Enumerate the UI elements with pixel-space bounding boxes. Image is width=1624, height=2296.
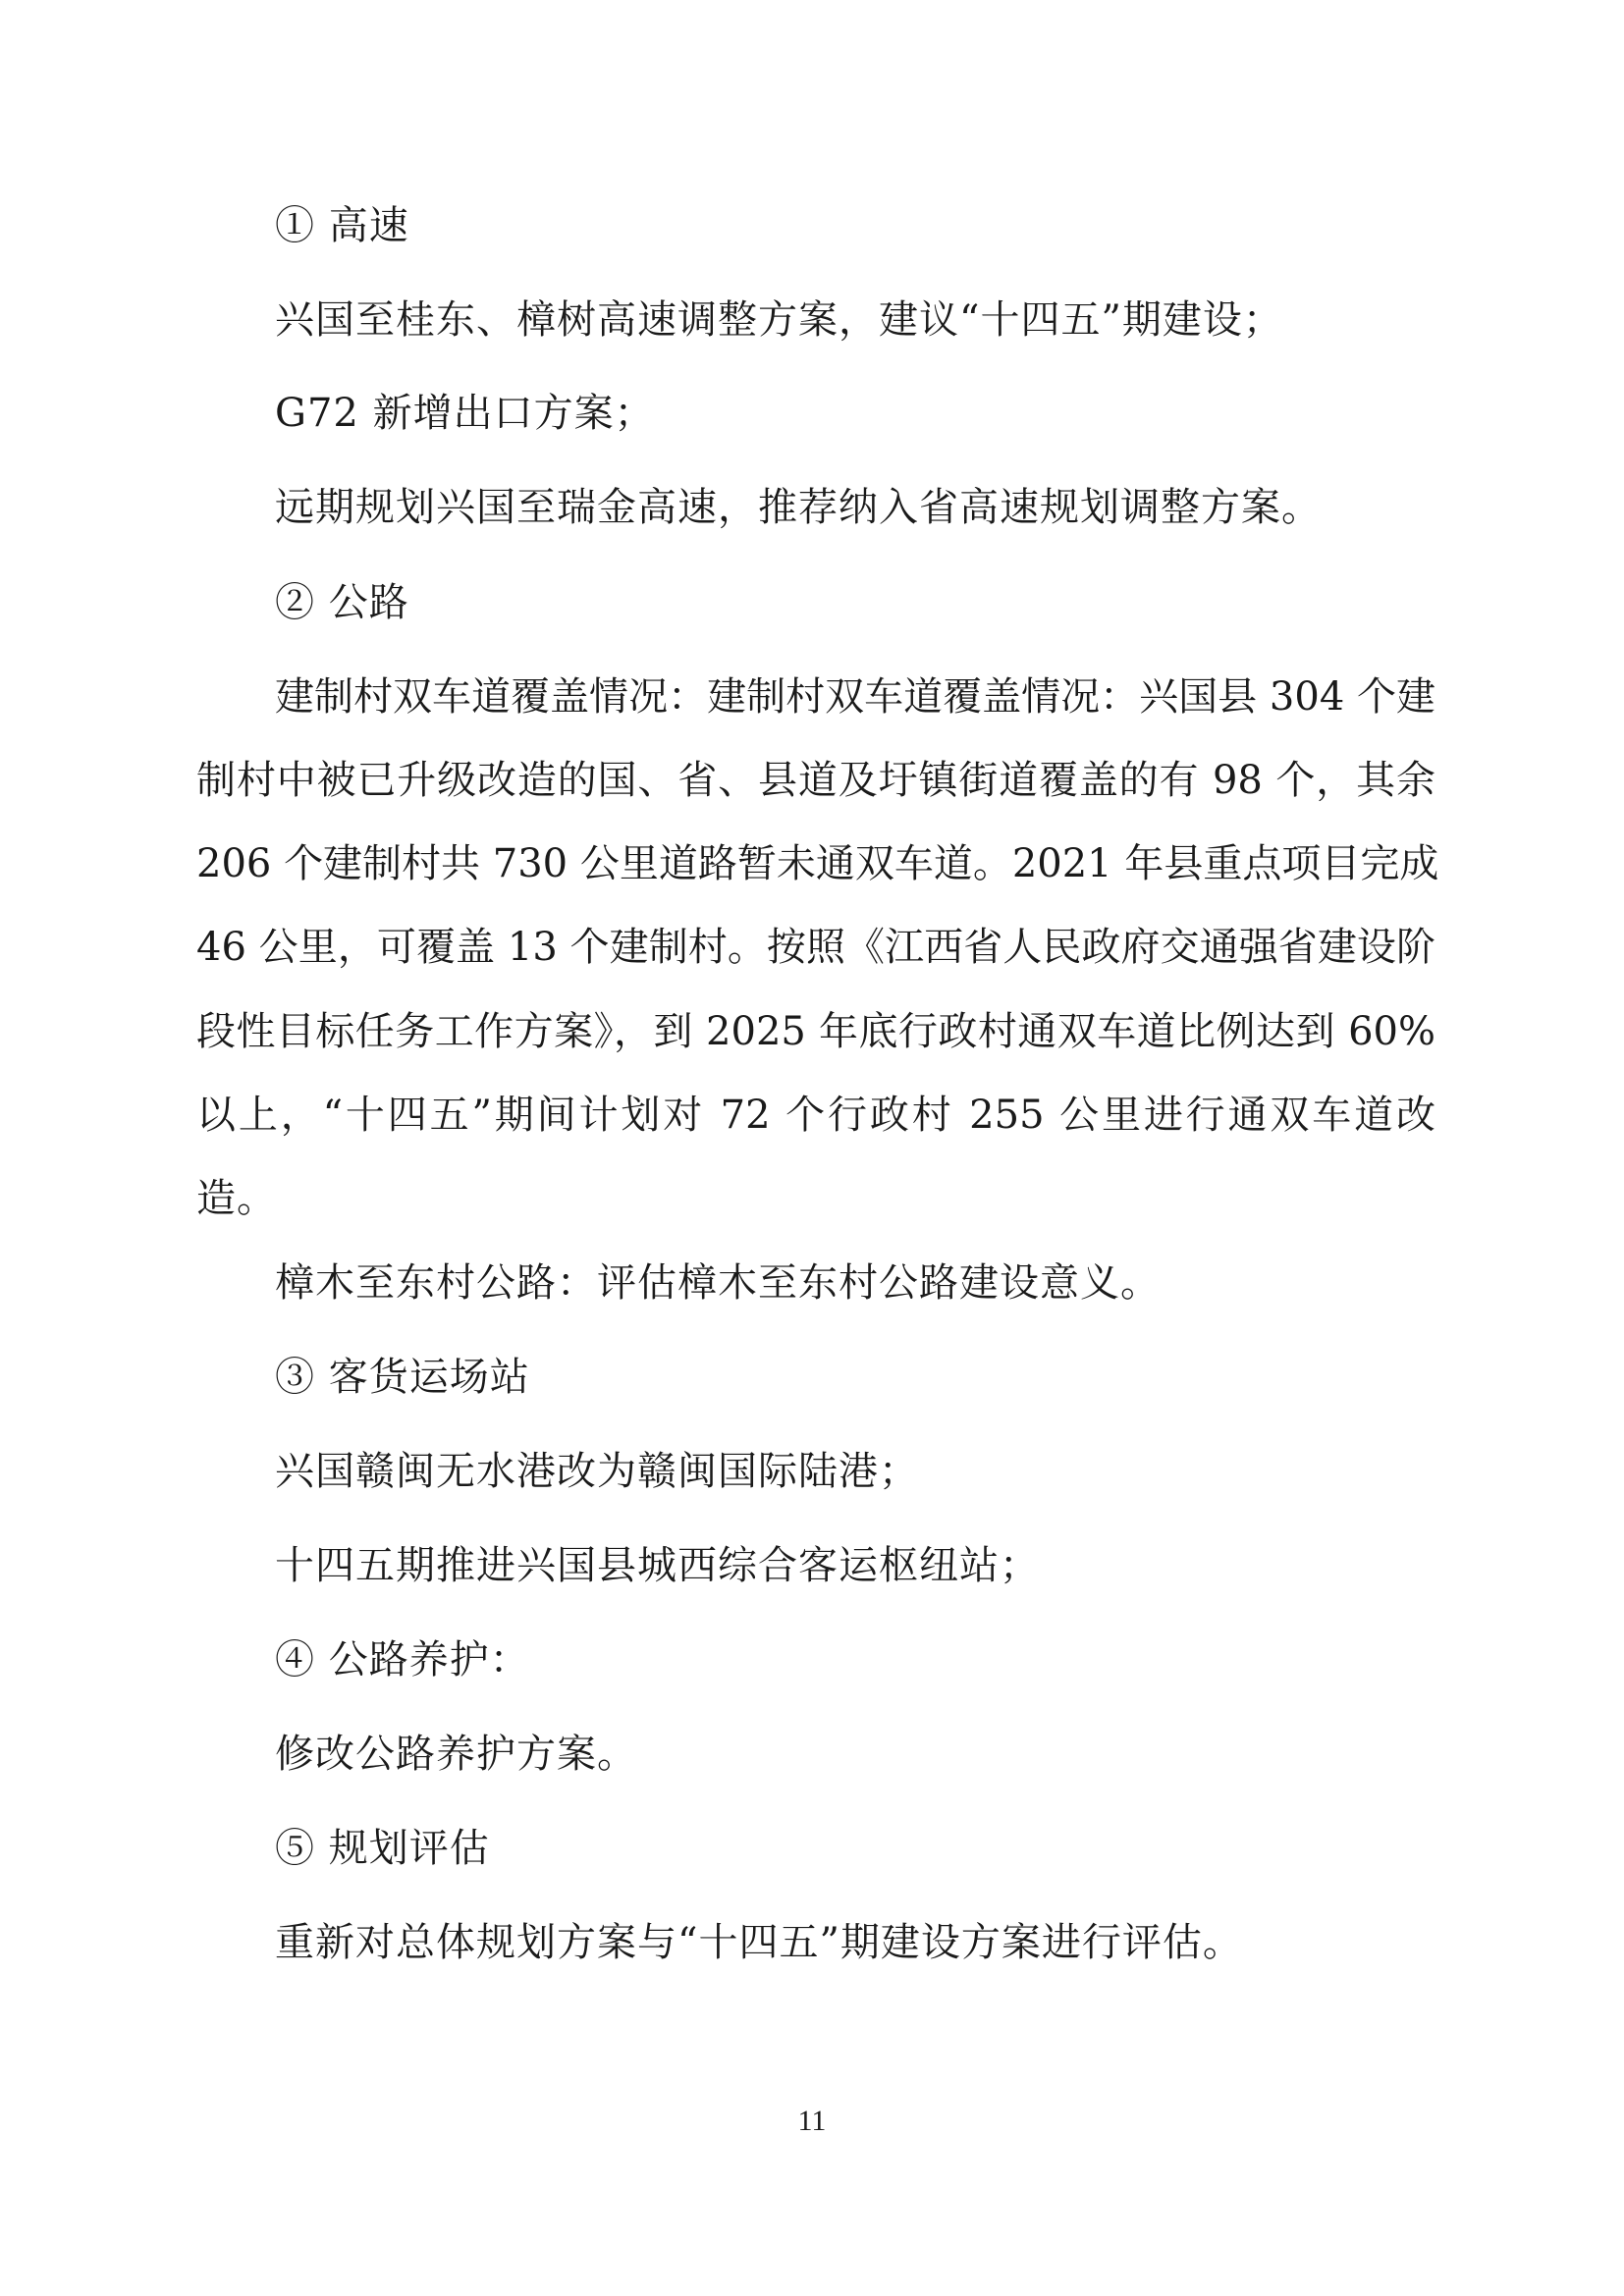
evaluation-heading: ⑤ 规划评估 <box>275 1826 490 1871</box>
road-paragraph-line-3: 206 个建制村共 730 公里道路暂未通双车道。2021 年县重点项目完成 <box>196 841 1439 886</box>
page-number: 11 <box>797 2105 827 2137</box>
station-item-1: 兴国赣闽无水港改为赣闽国际陆港； <box>275 1449 919 1494</box>
highway-item-1: 兴国至桂东、樟树高速调整方案，建议“十四五”期建设； <box>275 297 1283 343</box>
highway-item-3: 远期规划兴国至瑞金高速，推荐纳入省高速规划调整方案。 <box>275 485 1322 530</box>
maintenance-heading: ④ 公路养护： <box>275 1637 530 1682</box>
road-paragraph-line-7: 造。 <box>196 1176 277 1221</box>
road-paragraph-line-4: 46 公里，可覆盖 13 个建制村。按照《江西省人民政府交通强省建设阶 <box>196 925 1435 970</box>
road-heading: ② 公路 <box>275 580 409 625</box>
road-extra-item: 樟木至东村公路：评估樟木至东村公路建设意义。 <box>275 1260 1161 1306</box>
road-paragraph-line-6: 以上，“十四五”期间计划对 72 个行政村 255 公里进行通双车道改 <box>196 1093 1435 1138</box>
station-heading: ③ 客货运场站 <box>275 1355 530 1400</box>
highway-heading: ① 高速 <box>275 203 409 248</box>
station-item-2: 十四五期推进兴国县城西综合客运枢纽站； <box>275 1543 1040 1588</box>
road-paragraph-line-2: 制村中被已升级改造的国、省、县道及圩镇街道覆盖的有 98 个，其余 <box>196 758 1435 803</box>
highway-item-2: G72 新增出口方案； <box>275 391 655 436</box>
road-paragraph-line-5: 段性目标任务工作方案》，到 2025 年底行政村通双车道比例达到 60% <box>196 1009 1435 1054</box>
road-paragraph-line-1: 建制村双车道覆盖情况：建制村双车道覆盖情况：兴国县 304 个建 <box>275 674 1435 720</box>
evaluation-item-1: 重新对总体规划方案与“十四五”期建设方案进行评估。 <box>275 1920 1243 1965</box>
maintenance-item-1: 修改公路养护方案。 <box>275 1732 637 1777</box>
